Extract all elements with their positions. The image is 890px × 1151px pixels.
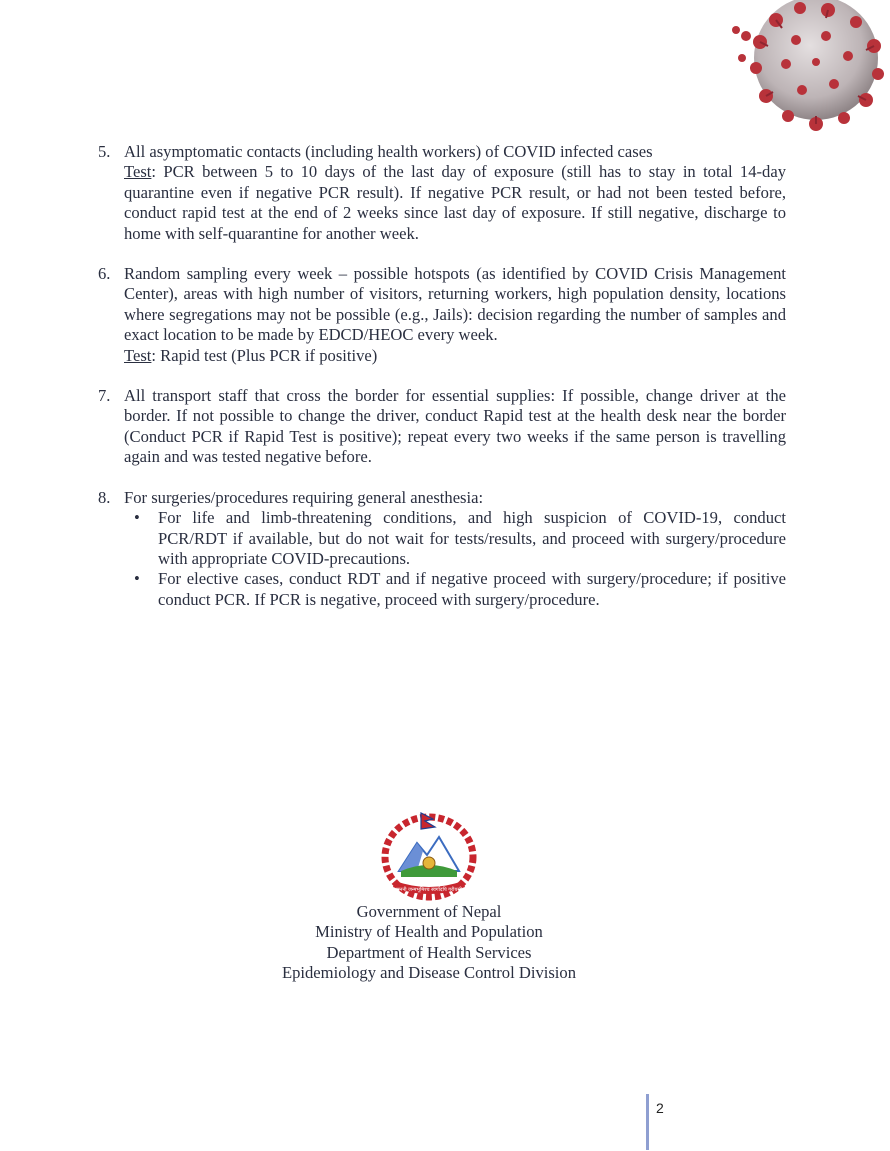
footer-address (0, 902, 858, 984)
item-number: 5. (98, 142, 111, 161)
list-item-6 (92, 264, 786, 366)
item-heading: All transport staff that cross the border for essential supplies: If possible, change driver at the border. If not possible to change the driver, conduct Rapid test at the health desk near the border (Conduct PCR if Rapid Test is positive); repeat every two weeks if the same person is travelling again and was tested negative before. (124, 386, 786, 467)
item-heading: For surgeries/procedures requiring general anesthesia: (124, 487, 484, 507)
government-emblem (377, 811, 481, 901)
footer-line-department: Department of Health Services (326, 942, 532, 962)
test-text: : PCR between 5 to 10 days of the last day of exposure (still has to stay in total 14-day quarantine even if negative PCR result). If negative PCR result, or had not been tested before, conduct rapid test at the end of 2 weeks since last day of exposure. If still negative, discharge to home with self-quarantine for another week. (124, 162, 786, 243)
bullet-item (124, 508, 786, 569)
item-heading: All asymptomatic contacts (including health workers) of COVID infected cases (124, 142, 653, 161)
page-number-bar (646, 1094, 649, 1150)
list-item-7 (92, 386, 786, 468)
coronavirus-illustration (716, 0, 890, 150)
list-item-5 (92, 142, 786, 244)
bullet-text: For life and limb-threatening conditions, and high suspicion of COVID-19, conduct PCR/RDT if available, but do not wait for tests/results, and proceed with surgery/procedure with appropriate COVID-precautions. (158, 508, 786, 568)
item-number: 7. (98, 386, 111, 406)
list-item-8 (92, 488, 786, 610)
footer-line-government: Government of Nepal (356, 902, 502, 921)
item-test (124, 346, 786, 366)
item-heading: Random sampling every week – possible hotspots (as identified by COVID Crisis Management Center), areas with high number of visitors, returning workers, high population density, locations where segregations may not be possible (e.g., Jails): decision regarding the number of samples and exact location to be made by EDCD/HEOC every week. (124, 264, 786, 345)
item-number: 6. (98, 264, 111, 284)
emblem-motto: जननी जन्मभूमिश्च स्वर्गादपि गरीयसी (395, 887, 463, 893)
bullet-text: For elective cases, conduct RDT and if negative proceed with surgery/procedure; if positive conduct PCR. If PCR is negative, proceed with surgery/procedure. (158, 569, 786, 609)
footer-line-ministry: Ministry of Health and Population (315, 922, 543, 942)
bullet-icon: • (134, 508, 140, 528)
footer-line-division: Epidemiology and Disease Control Division (281, 963, 577, 983)
item-test (124, 162, 786, 244)
test-label: Test (124, 345, 152, 365)
page-number: 2 (656, 1100, 664, 1116)
item-number: 8. (98, 487, 111, 507)
bullet-icon: • (134, 569, 140, 589)
document-body (92, 142, 786, 630)
test-label: Test (124, 162, 152, 182)
test-text: : Rapid test (Plus PCR if positive) (151, 345, 378, 365)
bullet-item (124, 569, 786, 610)
bullet-list (124, 508, 786, 610)
